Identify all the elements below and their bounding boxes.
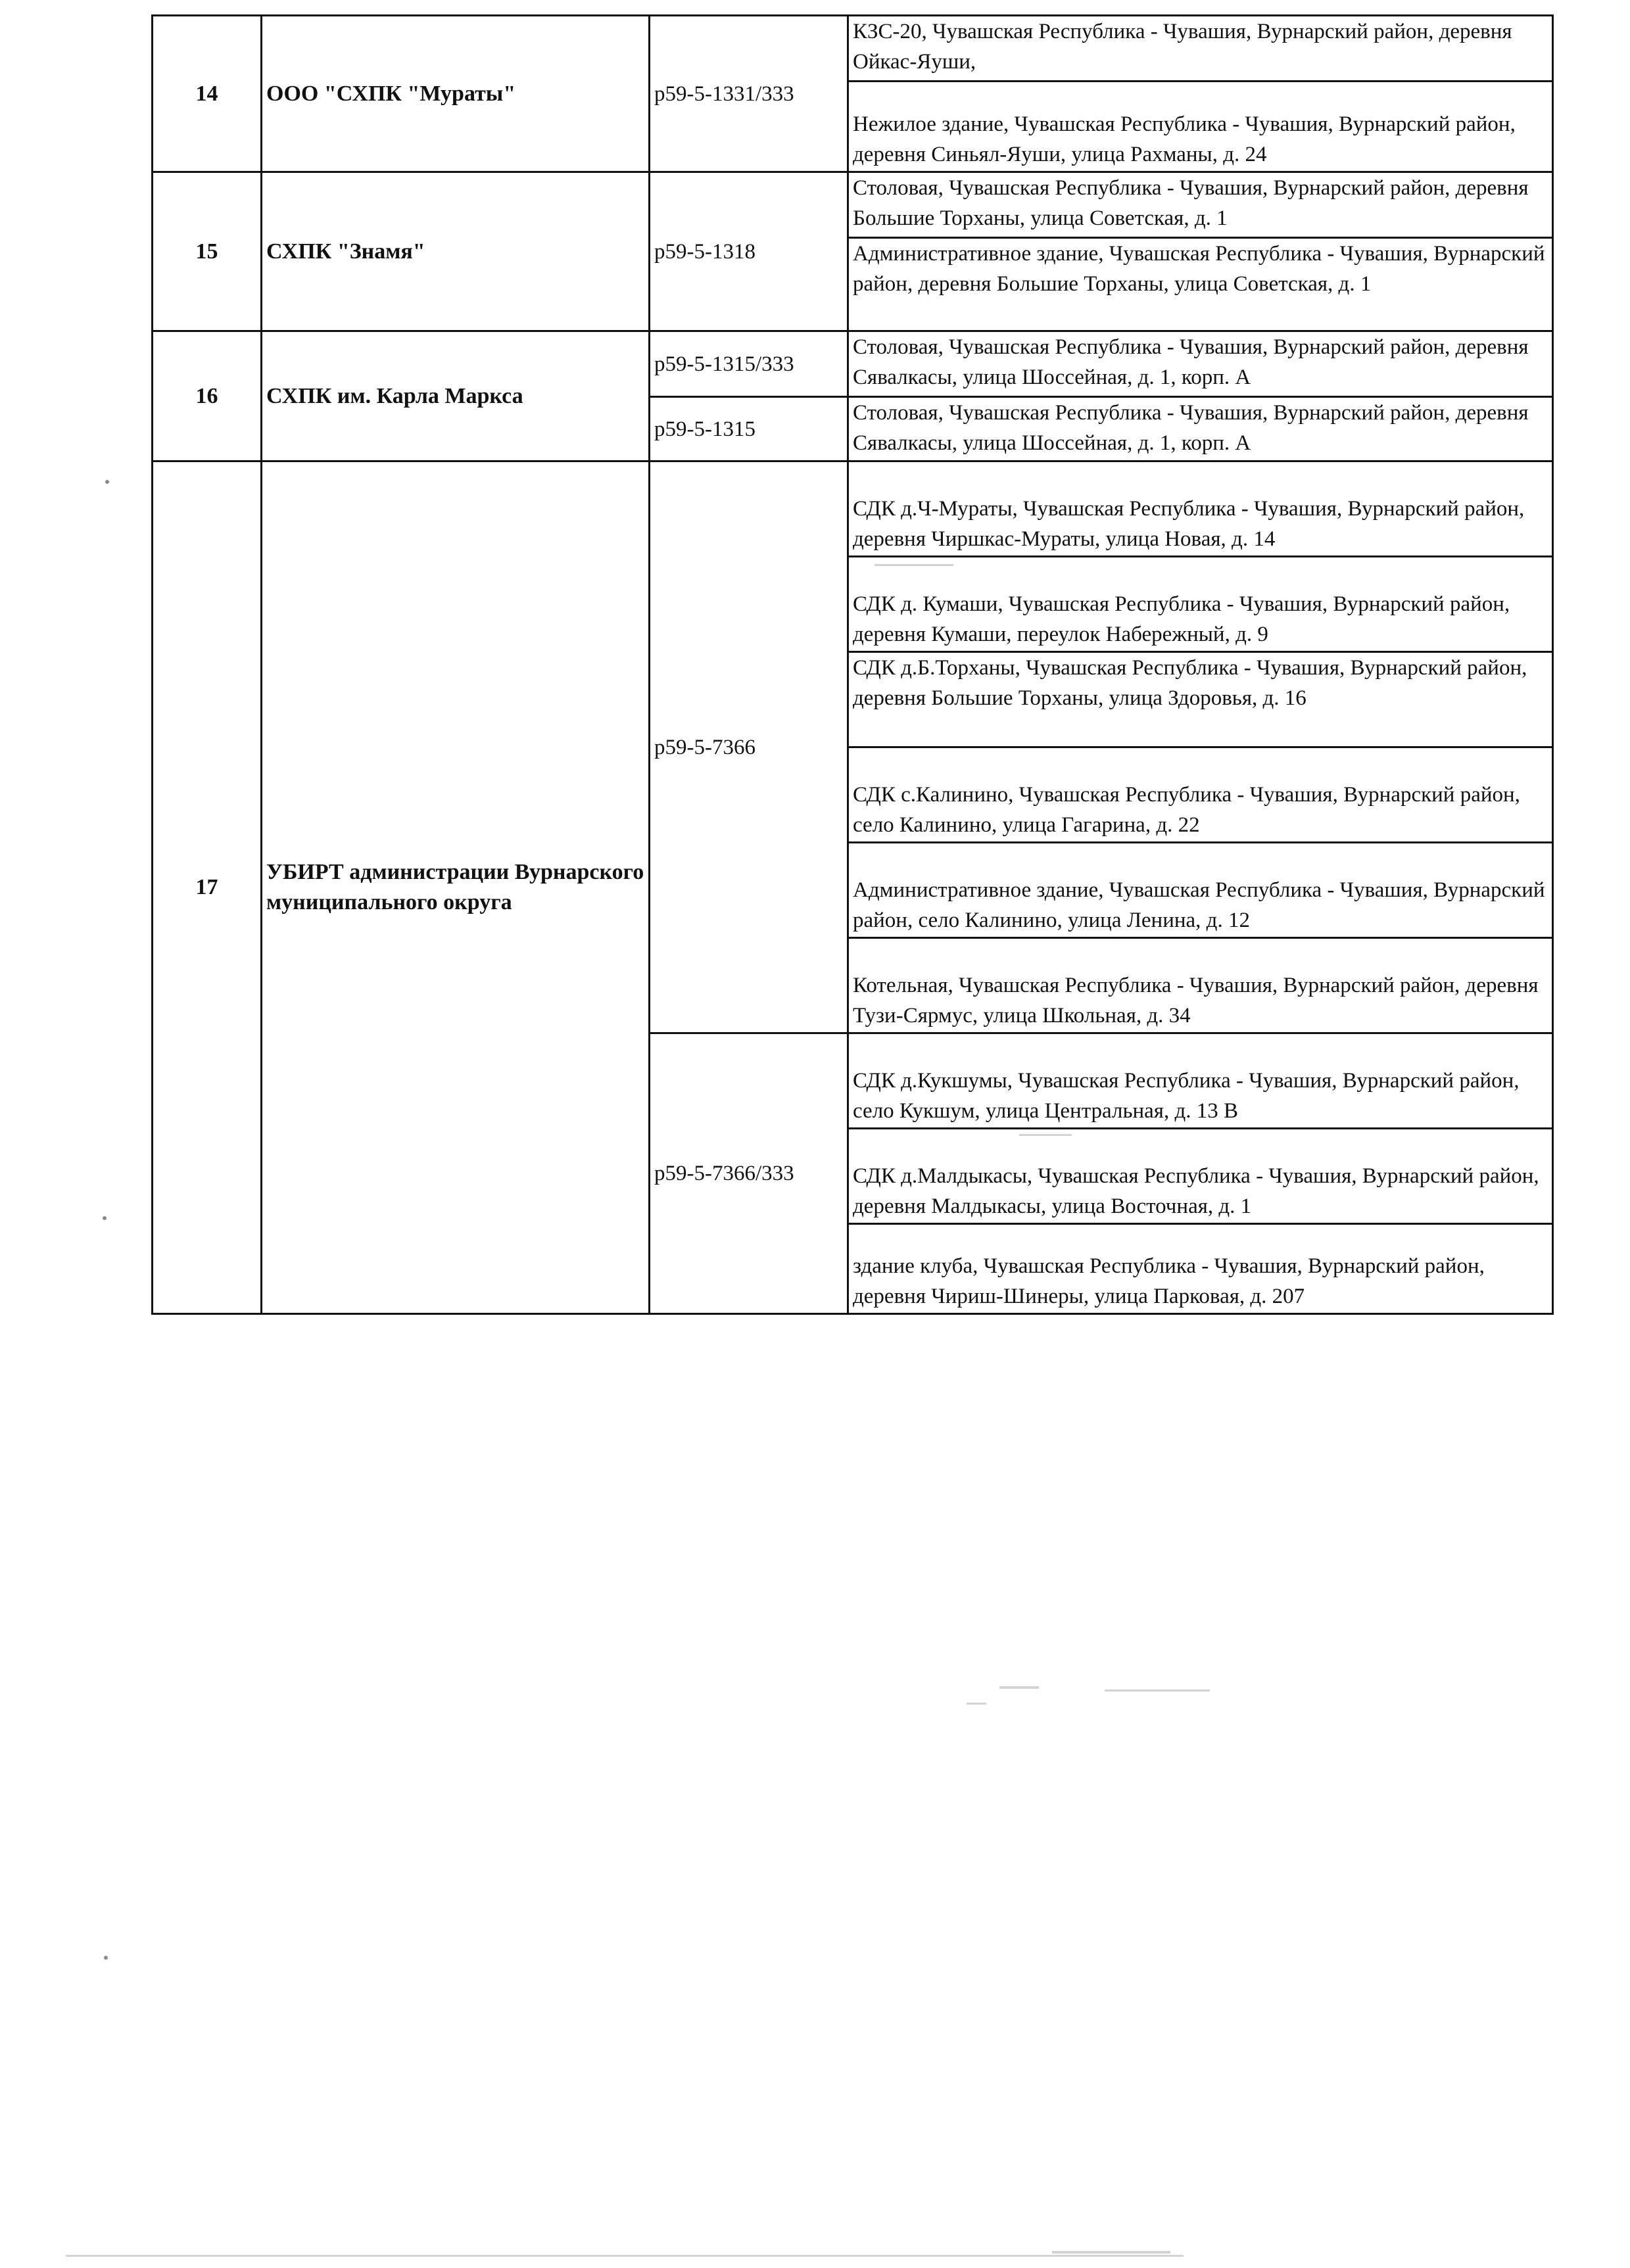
facility-address: Административное здание, Чувашская Республика - Чувашия, Вурнарский район, деревня Большие Торханы, улица Советская, д. 1 xyxy=(848,238,1553,331)
row-number: 16 xyxy=(153,331,262,461)
facility-address: здание клуба, Чувашская Республика - Чувашия, Вурнарский район, деревня Чириш-Шинеры, улица Парковая, д. 207 xyxy=(848,1224,1553,1314)
scan-speck xyxy=(103,1216,107,1220)
account-code: р59-5-7366 xyxy=(650,461,848,1033)
row-number: 15 xyxy=(153,172,262,331)
account-code: р59-5-1331/333 xyxy=(650,16,848,172)
organization-name: СХПК "Знамя" xyxy=(262,172,650,331)
facility-address: Столовая, Чувашская Республика - Чувашия, Вурнарский район, деревня Сявалкасы, улица Шоссейная, д. 1, корп. А xyxy=(848,397,1553,461)
facility-address: СДК с.Калинино, Чувашская Республика - Чувашия, Вурнарский район, село Калинино, улица Гагарина, д. 22 xyxy=(848,747,1553,843)
facility-address: СДК д. Кумаши, Чувашская Республика - Чувашия, Вурнарский район, деревня Кумаши, переулок Набережный, д. 9 xyxy=(848,557,1553,652)
scan-smudge xyxy=(875,564,953,566)
table-row xyxy=(153,16,1553,82)
scan-speck xyxy=(104,1956,108,1960)
row-number: 14 xyxy=(153,16,262,172)
facility-address: СДК д.Кукшумы, Чувашская Республика - Чувашия, Вурнарский район, село Кукшум, улица Центральная, д. 13 В xyxy=(848,1033,1553,1129)
scan-smudge xyxy=(66,2255,1184,2257)
facility-address: Столовая, Чувашская Республика - Чувашия, Вурнарский район, деревня Сявалкасы, улица Шоссейная, д. 1, корп. А xyxy=(848,331,1553,397)
organization-name: УБИРТ администрации Вурнарского муниципального округа xyxy=(262,461,650,1314)
facility-address: Котельная, Чувашская Республика - Чувашия, Вурнарский район, деревня Тузи-Сярмус, улица Школьная, д. 34 xyxy=(848,938,1553,1033)
account-code: р59-5-1315 xyxy=(650,397,848,461)
table-row xyxy=(153,172,1553,238)
scan-smudge xyxy=(967,1703,986,1705)
scan-smudge xyxy=(1105,1689,1210,1691)
facility-address: Административное здание, Чувашская Республика - Чувашия, Вурнарский район, село Калинино, улица Ленина, д. 12 xyxy=(848,843,1553,938)
facility-address: Нежилое здание, Чувашская Республика - Чувашия, Вурнарский район, деревня Синьял-Яуши, улица Рахманы, д. 24 xyxy=(848,82,1553,172)
organization-name: СХПК им. Карла Маркса xyxy=(262,331,650,461)
scan-speck xyxy=(105,480,109,484)
facility-address: КЗС-20, Чувашская Республика - Чувашия, Вурнарский район, деревня Ойкас-Яуши, xyxy=(848,16,1553,82)
registry-table xyxy=(151,14,1554,1315)
row-number: 17 xyxy=(153,461,262,1314)
scan-smudge xyxy=(1019,1134,1072,1136)
facility-address: СДК д.Ч-Мураты, Чувашская Республика - Чувашия, Вурнарский район, деревня Чиршкас-Мураты, улица Новая, д. 14 xyxy=(848,461,1553,557)
facility-address: Столовая, Чувашская Республика - Чувашия, Вурнарский район, деревня Большие Торханы, улица Советская, д. 1 xyxy=(848,172,1553,238)
account-code: р59-5-7366/333 xyxy=(650,1033,848,1314)
account-code: р59-5-1315/333 xyxy=(650,331,848,397)
facility-address: СДК д.Б.Торханы, Чувашская Республика - Чувашия, Вурнарский район, деревня Большие Торханы, улица Здоровья, д. 16 xyxy=(848,652,1553,747)
facility-address: СДК д.Малдыкасы, Чувашская Республика - Чувашия, Вурнарский район, деревня Малдыкасы, улица Восточная, д. 1 xyxy=(848,1129,1553,1224)
organization-name: ООО "СХПК "Мураты" xyxy=(262,16,650,172)
scan-smudge xyxy=(999,1686,1039,1689)
table-row xyxy=(153,331,1553,397)
scan-smudge xyxy=(1052,2251,1170,2254)
table-row xyxy=(153,461,1553,557)
account-code: р59-5-1318 xyxy=(650,172,848,331)
